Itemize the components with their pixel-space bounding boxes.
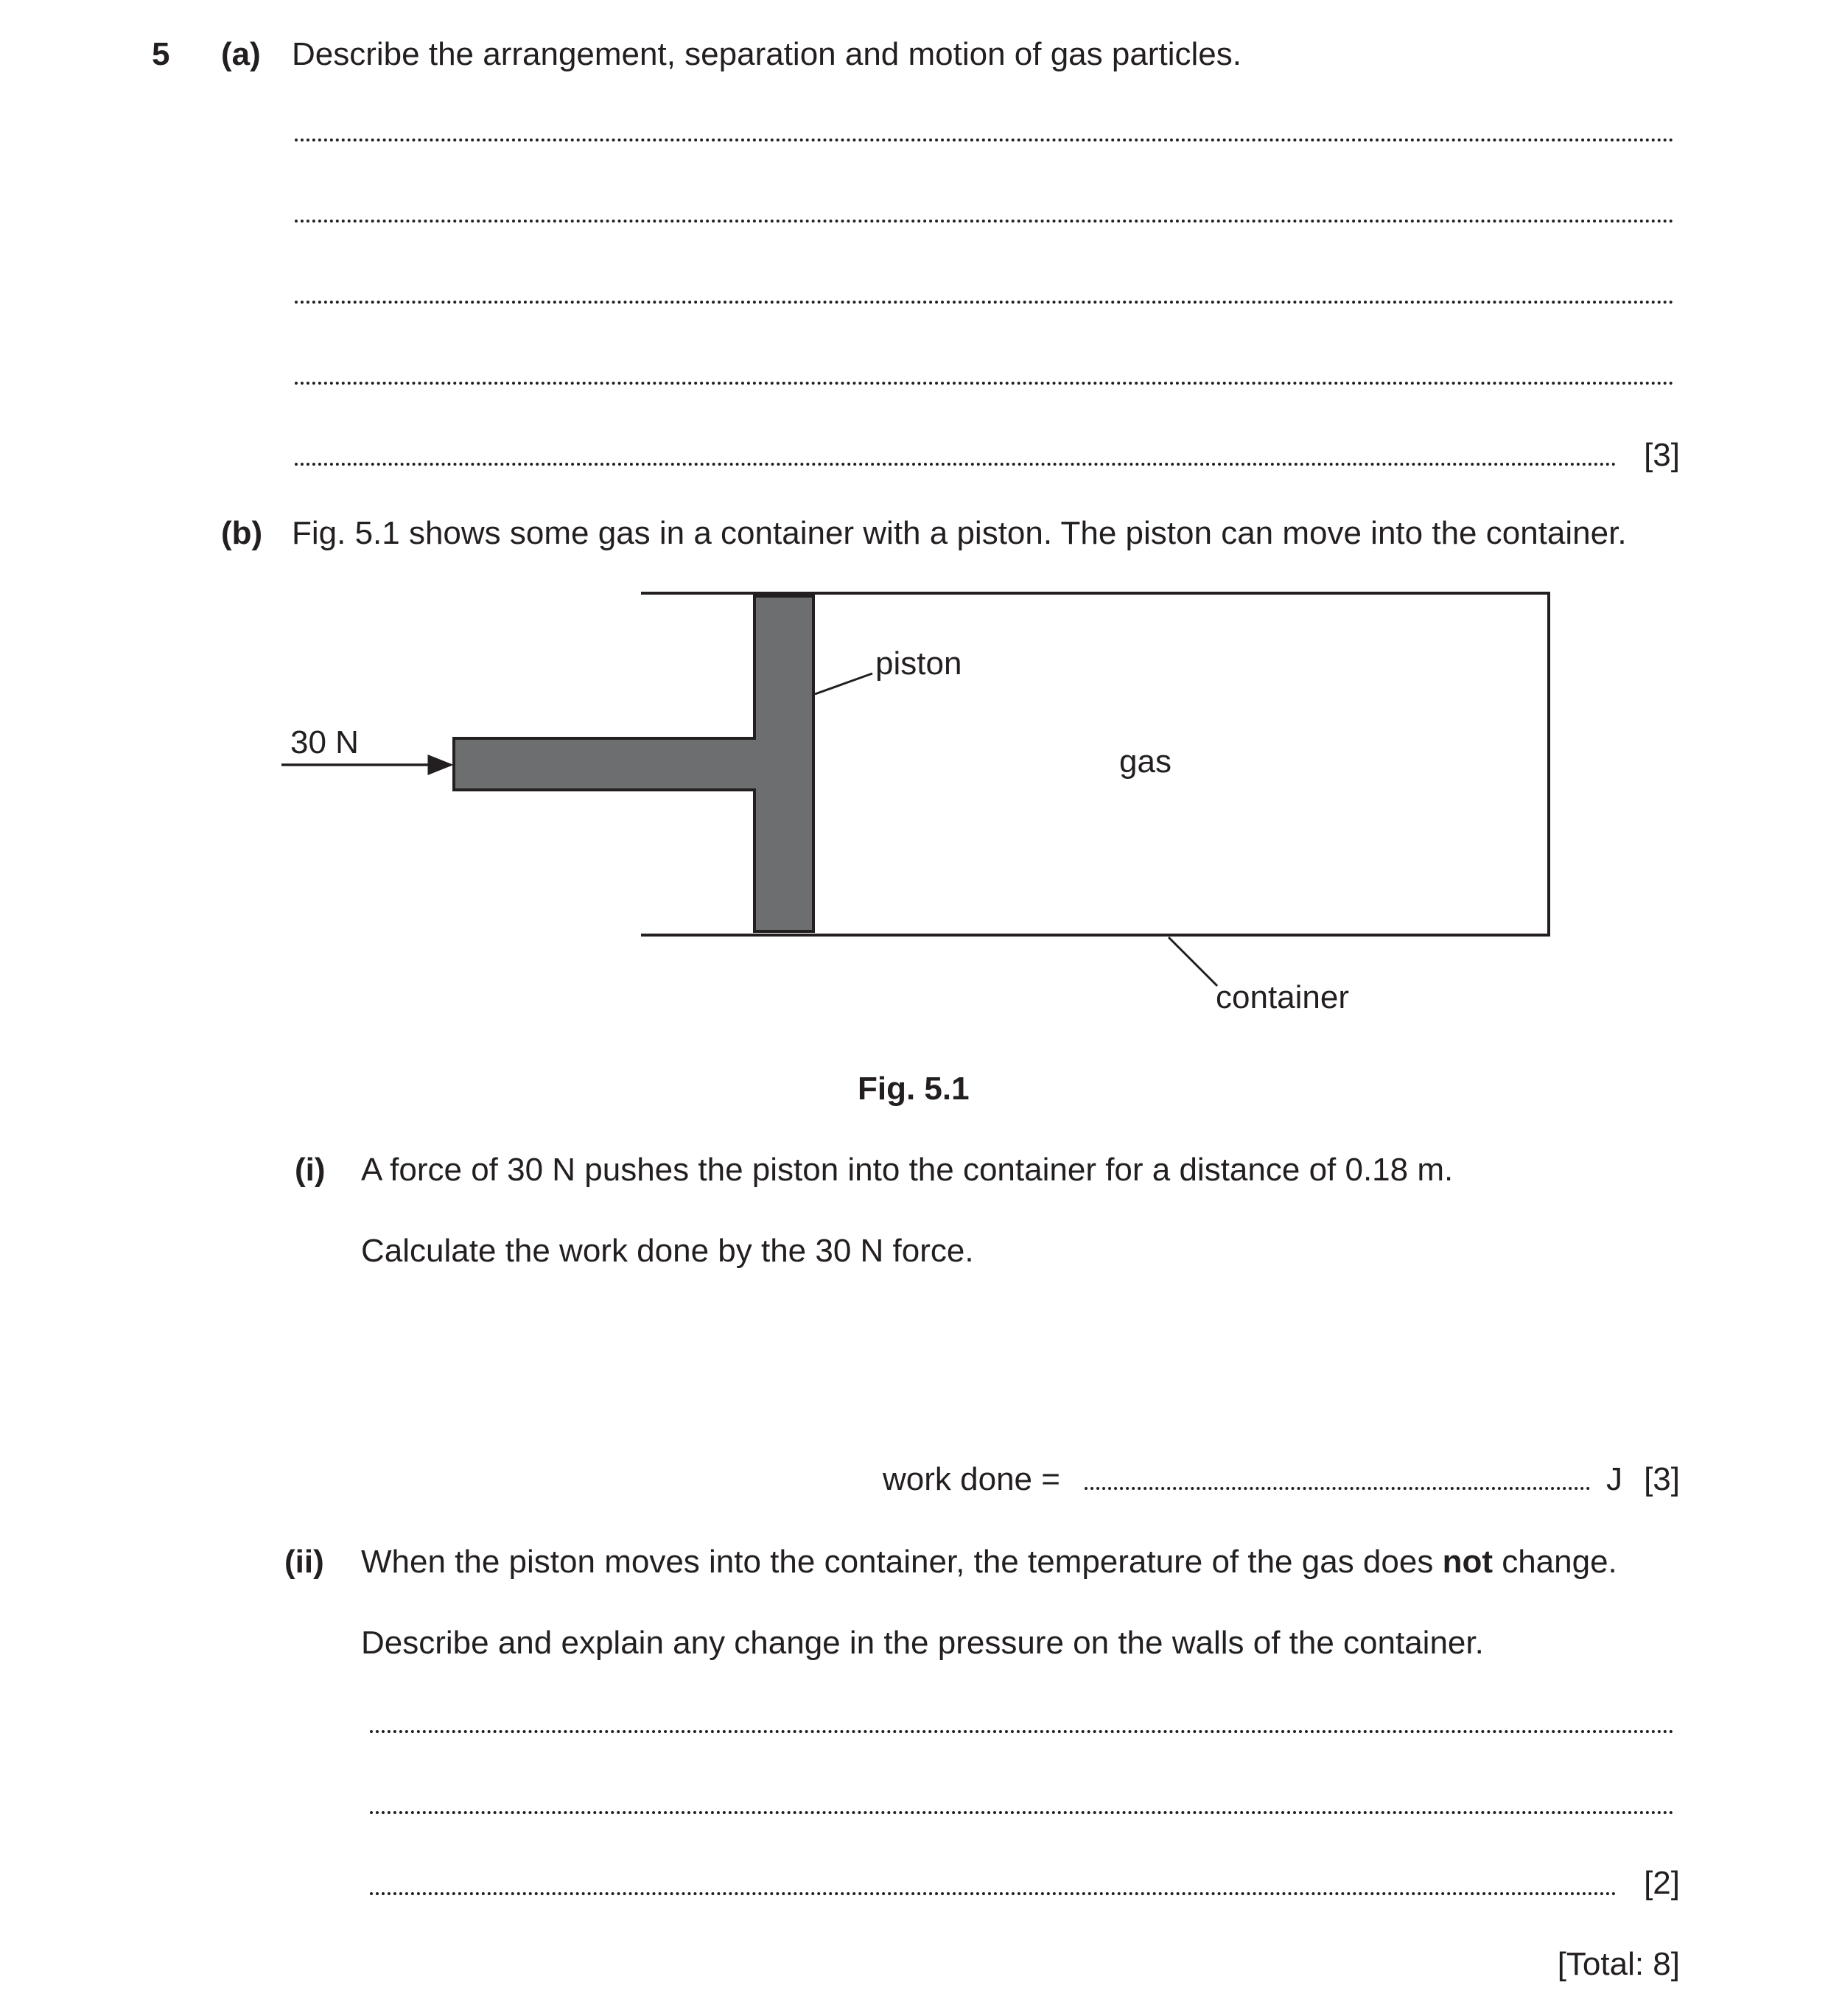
gas-label: gas [1119, 743, 1172, 780]
force-label: 30 N [290, 724, 359, 760]
work-done-answer-line[interactable] [1085, 1487, 1590, 1490]
part-a-label: (a) [221, 36, 261, 72]
part-b-ii-text-bold: not [1442, 1544, 1493, 1580]
answer-line-b-ii-2[interactable] [370, 1811, 1674, 1814]
part-b-ii-question [361, 1543, 1617, 1581]
part-b-ii-label: (ii) [284, 1544, 324, 1580]
part-a-question: Describe the arrangement, separation and motion of gas particles. [292, 36, 1242, 72]
piston-shape [454, 596, 813, 931]
question-number: 5 [152, 36, 170, 72]
part-b-ii-text-before: When the piston moves into the container, the temperature of the gas does [361, 1544, 1443, 1580]
figure-caption: Fig. 5.1 [858, 1071, 970, 1107]
part-b-label: (b) [221, 515, 263, 551]
part-b-ii-text-after: change. [1492, 1544, 1617, 1580]
work-done-prefix: work done = [883, 1461, 1060, 1497]
part-b-ii-instruction: Describe and explain any change in the pressure on the walls of the container. [361, 1625, 1484, 1661]
part-b-question: Fig. 5.1 shows some gas in a container with a piston. The piston can move into the container. [292, 515, 1627, 551]
part-a-marks: [3] [1644, 437, 1680, 473]
answer-line-b-ii-3[interactable] [370, 1892, 1617, 1895]
container-leader-line [1169, 937, 1217, 986]
container-label: container [1216, 979, 1350, 1015]
part-b-i-question: A force of 30 N pushes the piston into the container for a distance of 0.18 m. [361, 1152, 1454, 1188]
part-b-i-label: (i) [295, 1152, 326, 1188]
work-done-unit: J [1606, 1461, 1622, 1497]
part-b-i-instruction: Calculate the work done by the 30 N force. [361, 1233, 974, 1269]
part-b-ii-marks: [2] [1644, 1865, 1680, 1901]
piston-leader-line [815, 673, 872, 694]
total-marks: [Total: 8] [1557, 1946, 1680, 1982]
part-b-i-marks: [3] [1644, 1461, 1680, 1497]
answer-line-b-ii-1[interactable] [370, 1730, 1674, 1733]
piston-label: piston [875, 645, 962, 682]
